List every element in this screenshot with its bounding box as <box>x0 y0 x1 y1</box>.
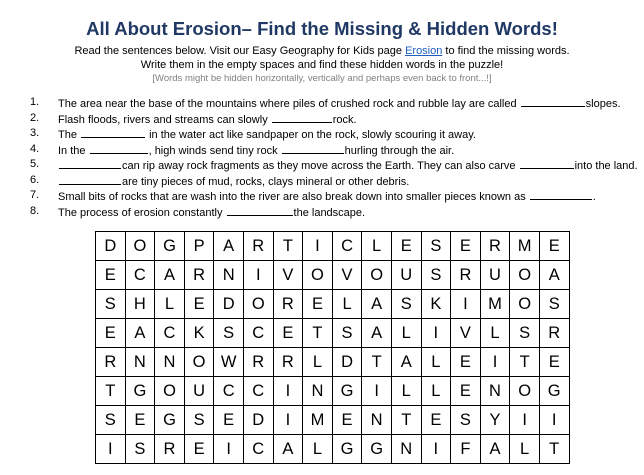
answer-blank[interactable] <box>521 95 585 107</box>
grid-cell[interactable]: F <box>451 435 481 464</box>
grid-cell[interactable]: I <box>273 406 303 435</box>
grid-row <box>96 290 570 319</box>
grid-cell[interactable]: C <box>155 319 185 348</box>
grid-cell[interactable]: I <box>362 377 392 406</box>
questions-list <box>0 95 644 220</box>
grid-cell[interactable]: H <box>125 290 155 319</box>
grid-cell[interactable]: S <box>96 406 126 435</box>
grid-cell[interactable]: N <box>362 406 392 435</box>
grid-cell[interactable]: O <box>125 232 155 261</box>
grid-cell[interactable]: G <box>155 232 185 261</box>
grid-cell[interactable]: T <box>273 232 303 261</box>
grid-cell[interactable]: S <box>421 261 451 290</box>
grid-cell[interactable]: D <box>214 290 244 319</box>
grid-cell[interactable]: L <box>155 290 185 319</box>
grid-row <box>96 348 570 377</box>
grid-cell[interactable]: R <box>184 261 214 290</box>
grid-cell[interactable]: E <box>421 406 451 435</box>
grid-cell[interactable]: V <box>273 261 303 290</box>
grid-cell[interactable]: V <box>451 319 481 348</box>
grid-cell[interactable]: S <box>421 232 451 261</box>
grid-row <box>96 232 570 261</box>
question-text-part: The process of erosion constantly <box>58 206 226 219</box>
grid-cell[interactable]: C <box>332 232 362 261</box>
grid-cell[interactable]: N <box>155 348 185 377</box>
grid-cell[interactable]: S <box>214 319 244 348</box>
grid-cell[interactable]: I <box>480 348 510 377</box>
grid-cell[interactable]: E <box>125 406 155 435</box>
grid-cell[interactable]: E <box>451 377 481 406</box>
grid-cell[interactable]: O <box>510 261 540 290</box>
erosion-link[interactable]: Erosion <box>405 45 443 57</box>
grid-cell[interactable]: N <box>391 435 421 464</box>
grid-cell[interactable]: N <box>480 377 510 406</box>
question-text-part: The <box>58 129 81 141</box>
question-text-part: , high winds send tiny rock <box>148 144 281 157</box>
grid-cell[interactable]: E <box>539 348 569 377</box>
grid-cell[interactable]: O <box>243 290 273 319</box>
question-number: 1. <box>30 96 40 108</box>
answer-blank[interactable] <box>90 142 148 154</box>
question-text-part: Flash floods, rivers and streams can slowly <box>58 113 271 126</box>
question-text <box>58 95 621 112</box>
grid-cell[interactable]: A <box>480 435 510 464</box>
question-text-part: Small bits of rocks that are wash into the river are also break down into smaller pieces known as <box>58 191 529 203</box>
grid-cell[interactable]: R <box>243 232 273 261</box>
grid-cell[interactable]: R <box>243 348 273 377</box>
grid-row <box>96 377 570 406</box>
grid-cell[interactable]: K <box>421 290 451 319</box>
page-title: All About Erosion– Find the Missing & Hidden Words! <box>86 18 558 39</box>
grid-cell[interactable]: L <box>332 290 362 319</box>
grid-cell[interactable]: E <box>214 406 244 435</box>
grid-cell[interactable]: G <box>125 377 155 406</box>
grid-cell[interactable]: O <box>510 377 540 406</box>
grid-row <box>96 406 570 435</box>
grid-cell[interactable]: V <box>332 261 362 290</box>
grid-cell[interactable]: R <box>273 348 303 377</box>
question-text <box>58 142 454 159</box>
grid-cell[interactable]: O <box>303 261 333 290</box>
grid-cell[interactable]: U <box>480 261 510 290</box>
answer-blank[interactable] <box>272 111 332 123</box>
grid-row <box>96 319 570 348</box>
grid-cell[interactable]: T <box>96 377 126 406</box>
question-text-part: In the <box>58 144 89 157</box>
question-number: 4. <box>30 142 40 155</box>
intro-text-post: to find the missing words. <box>442 45 570 57</box>
grid-cell[interactable]: A <box>362 319 392 348</box>
grid-cell[interactable]: C <box>243 377 273 406</box>
intro-note: [Words might be hidden horizontally, vertically and perhaps even back to front...!] <box>152 73 492 84</box>
question-number: 7. <box>30 189 40 201</box>
grid-cell[interactable]: G <box>539 377 569 406</box>
grid-cell[interactable]: G <box>362 435 392 464</box>
grid-cell[interactable]: R <box>451 261 481 290</box>
question-text-part: hurling through the air. <box>344 144 455 157</box>
grid-cell[interactable]: I <box>421 435 451 464</box>
grid-cell[interactable]: T <box>391 406 421 435</box>
grid-cell[interactable]: A <box>391 348 421 377</box>
grid-cell[interactable]: I <box>243 261 273 290</box>
grid-cell[interactable]: R <box>480 232 510 261</box>
grid-cell[interactable]: L <box>480 319 510 348</box>
word-search-grid <box>95 231 570 464</box>
question-text-part: rock. <box>332 113 357 126</box>
grid-cell[interactable]: L <box>303 435 333 464</box>
grid-cell[interactable]: L <box>303 348 333 377</box>
grid-cell[interactable]: C <box>214 377 244 406</box>
question-text-part: the landscape. <box>293 206 366 219</box>
grid-cell[interactable]: E <box>391 232 421 261</box>
grid-cell[interactable]: E <box>273 319 303 348</box>
answer-blank[interactable] <box>282 142 344 154</box>
question-text-part: . <box>592 191 596 203</box>
question-text-part: into the land. <box>574 160 638 172</box>
grid-cell[interactable]: A <box>155 261 185 290</box>
grid-cell[interactable]: O <box>155 377 185 406</box>
grid-cell[interactable]: E <box>451 348 481 377</box>
question-text <box>58 126 476 143</box>
answer-blank[interactable] <box>59 173 121 185</box>
grid-cell[interactable]: C <box>125 261 155 290</box>
grid-cell[interactable]: A <box>362 290 392 319</box>
question-text-part: are tiny pieces of mud, rocks, clays mineral or other debris. <box>122 175 410 188</box>
question-text <box>58 173 409 190</box>
grid-cell[interactable]: E <box>184 290 214 319</box>
grid-cell[interactable]: C <box>243 435 273 464</box>
answer-blank[interactable] <box>227 204 293 216</box>
grid-cell[interactable]: E <box>303 290 333 319</box>
grid-cell[interactable]: R <box>273 290 303 319</box>
grid-cell[interactable]: U <box>184 377 214 406</box>
question-text <box>58 188 596 205</box>
grid-cell[interactable]: T <box>539 435 569 464</box>
grid-cell[interactable]: I <box>539 406 569 435</box>
grid-cell[interactable]: E <box>539 232 569 261</box>
grid-cell[interactable]: D <box>243 406 273 435</box>
intro-line-2: Write them in the empty spaces and find these hidden words in the puzzle! <box>140 59 504 71</box>
question-text-part: slopes. <box>585 98 621 110</box>
grid-cell[interactable]: D <box>332 348 362 377</box>
grid-row <box>96 261 570 290</box>
grid-cell[interactable]: M <box>510 232 540 261</box>
grid-cell[interactable]: A <box>539 261 569 290</box>
grid-cell[interactable]: L <box>391 319 421 348</box>
grid-cell[interactable]: A <box>214 232 244 261</box>
question-text <box>58 157 638 174</box>
grid-cell[interactable]: G <box>332 435 362 464</box>
grid-cell[interactable]: R <box>539 319 569 348</box>
answer-blank[interactable] <box>530 188 592 200</box>
question-number: 6. <box>30 173 40 186</box>
grid-cell[interactable]: R <box>155 435 185 464</box>
question-number: 5. <box>30 158 40 170</box>
grid-cell[interactable]: S <box>510 319 540 348</box>
question-number: 8. <box>30 204 40 217</box>
grid-cell[interactable]: U <box>391 261 421 290</box>
grid-cell[interactable]: L <box>391 377 421 406</box>
grid-cell[interactable]: A <box>273 435 303 464</box>
grid-cell[interactable]: T <box>510 348 540 377</box>
grid-cell[interactable]: T <box>362 348 392 377</box>
question-text-part: The area near the base of the mountains where piles of crushed rock and rubble lay are called <box>58 98 520 110</box>
grid-cell[interactable]: O <box>362 261 392 290</box>
grid-cell[interactable]: E <box>332 406 362 435</box>
grid-cell[interactable]: I <box>510 406 540 435</box>
word-search-grid-body <box>96 232 570 464</box>
grid-cell[interactable]: E <box>96 261 126 290</box>
grid-cell[interactable]: C <box>243 319 273 348</box>
grid-cell[interactable]: E <box>184 435 214 464</box>
grid-cell[interactable]: K <box>184 319 214 348</box>
grid-cell[interactable]: N <box>125 348 155 377</box>
grid-cell[interactable]: D <box>96 232 126 261</box>
question-text-part: in the water act like sandpaper on the rock, slowly scouring it away. <box>146 129 476 141</box>
grid-cell[interactable]: S <box>125 435 155 464</box>
grid-cell[interactable]: S <box>451 406 481 435</box>
question-text <box>58 111 357 128</box>
grid-cell[interactable]: I <box>421 319 451 348</box>
grid-cell[interactable]: W <box>214 348 244 377</box>
grid-cell[interactable]: O <box>184 348 214 377</box>
grid-row <box>96 435 570 464</box>
question-number: 2. <box>30 111 40 124</box>
question-number: 3. <box>30 127 40 139</box>
grid-cell[interactable]: N <box>303 377 333 406</box>
grid-cell[interactable]: S <box>539 290 569 319</box>
grid-cell[interactable]: G <box>332 377 362 406</box>
question-text <box>58 204 365 221</box>
answer-blank[interactable] <box>81 126 145 138</box>
grid-cell[interactable]: S <box>332 319 362 348</box>
grid-cell[interactable]: T <box>303 319 333 348</box>
question-text-part: can rip away rock fragments as they move across the Earth. They can also carve <box>122 160 519 172</box>
answer-blank[interactable] <box>59 157 121 169</box>
grid-cell[interactable]: G <box>155 406 185 435</box>
grid-cell[interactable]: S <box>184 406 214 435</box>
grid-cell[interactable]: L <box>362 232 392 261</box>
grid-cell[interactable]: E <box>451 232 481 261</box>
grid-cell[interactable]: A <box>125 319 155 348</box>
grid-cell[interactable]: L <box>421 348 451 377</box>
grid-cell[interactable]: M <box>480 290 510 319</box>
grid-cell[interactable]: O <box>510 290 540 319</box>
grid-cell[interactable]: I <box>451 290 481 319</box>
intro-text-pre: Read the sentences below. Visit our Easy Geography for Kids page <box>74 45 406 57</box>
grid-cell[interactable]: S <box>391 290 421 319</box>
grid-cell[interactable]: L <box>421 377 451 406</box>
grid-cell[interactable]: I <box>96 435 126 464</box>
grid-cell[interactable]: R <box>96 348 126 377</box>
grid-cell[interactable]: I <box>273 377 303 406</box>
answer-blank[interactable] <box>520 157 574 169</box>
grid-cell[interactable]: M <box>303 406 333 435</box>
grid-cell[interactable]: N <box>214 261 244 290</box>
grid-cell[interactable]: I <box>214 435 244 464</box>
intro-line-1 <box>0 45 644 57</box>
grid-cell[interactable]: P <box>184 232 214 261</box>
grid-cell[interactable]: L <box>510 435 540 464</box>
grid-cell[interactable]: E <box>96 319 126 348</box>
grid-cell[interactable]: Y <box>480 406 510 435</box>
grid-cell[interactable]: S <box>96 290 126 319</box>
grid-cell[interactable]: I <box>303 232 333 261</box>
